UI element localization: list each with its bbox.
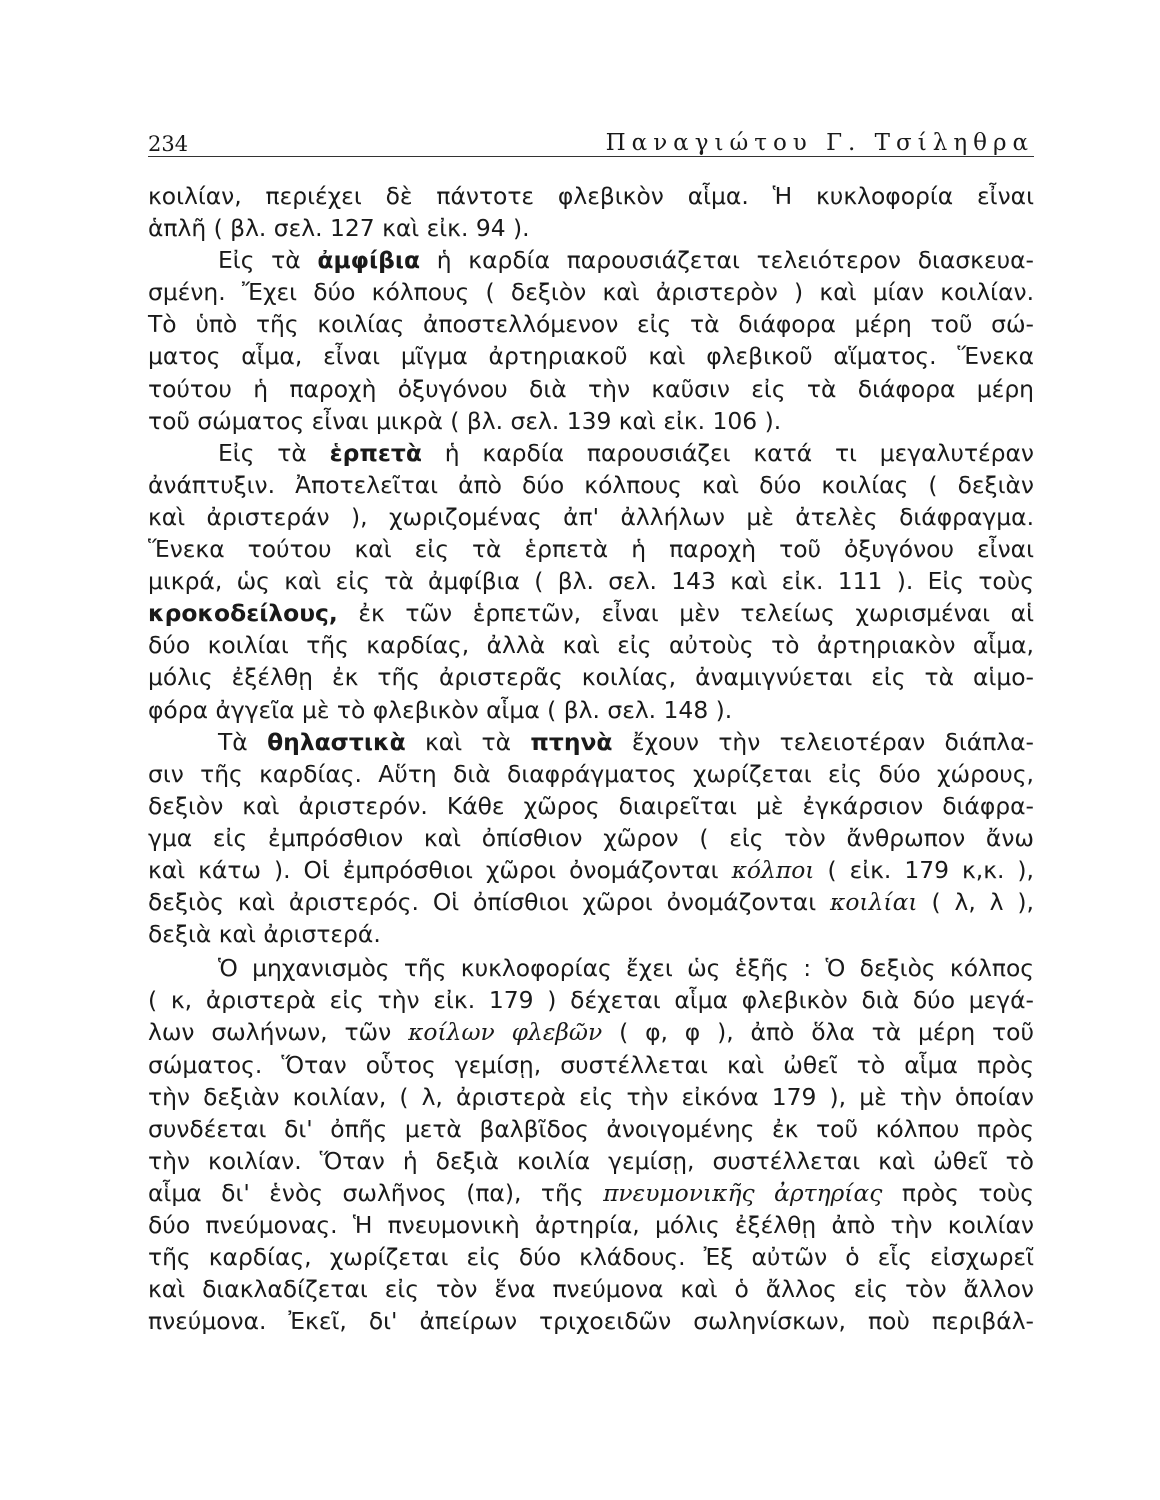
- text-line: δύο πνεύμονας. Ἡ πνευμονικὴ ἀρτηρία, μόλις ἐξέλθῃ ἀπὸ τὴν κοιλίαν: [148, 1211, 1034, 1239]
- text-line: τὴν κοιλίαν. Ὅταν ἡ δεξιὰ κοιλία γεμίσῃ, συστέλλεται καὶ ὠθεῖ τὸ: [148, 1146, 1034, 1175]
- italic-term: κοιλίαι: [830, 888, 918, 917]
- text-line: λων σωλήνων, τῶν κοίλων φλεβῶν ( φ, φ ), ἀπὸ ὅλα τὰ μέρη τοῦ: [148, 1018, 1034, 1047]
- text-line: κροκοδείλους, ἐκ τῶν ἑρπετῶν, εἶναι μὲν τελείως χωρισμέναι αἱ: [148, 599, 1034, 628]
- running-head: Παναγιώτου Γ. Τσίληθρα: [605, 130, 1034, 156]
- text-line: Τὸ ὑπὸ τῆς κοιλίας ἀποστελλόμενον εἰς τὰ διάφορα μέρη τοῦ σώ-: [148, 310, 1034, 339]
- text-line: φόρα ἀγγεῖα μὲ τὸ φλεβικὸν αἷμα ( βλ. σελ. 148 ).: [148, 695, 733, 724]
- text-line: αἷμα δι' ἑνὸς σωλῆνος (πα), τῆς πνευμονικῆς ἀρτηρίας πρὸς τοὺς: [148, 1178, 1035, 1207]
- bold-term: ἀμφίβια: [317, 246, 421, 275]
- text-line: μόλις ἐξέλθῃ ἐκ τῆς ἀριστερᾶς κοιλίας, ἀναμιγνύεται εἰς τὰ αἱμο-: [148, 663, 1034, 692]
- text-line: Εἰς τὰ ἑρπετὰ ἡ καρδία παρουσιάζει κατά τι μεγαλυτέραν: [218, 438, 1034, 467]
- italic-term: κοίλων φλεβῶν: [408, 1018, 603, 1047]
- bold-term: θηλαστικὰ: [267, 727, 406, 756]
- text-line: σμένη. Ἔχει δύο κόλπους ( δεξιὸν καὶ ἀριστερὸν ) καὶ μίαν κοιλίαν.: [148, 278, 1034, 307]
- text-line: γμα εἰς ἐμπρόσθιον καὶ ὀπίσθιον χῶρον ( εἰς τὸν ἄνθρωπον ἄνω: [148, 823, 1034, 852]
- text-line: Ὁ μηχανισμὸς τῆς κυκλοφορίας ἔχει ὡς ἑξῆς : Ὁ δεξιὸς κόλπος: [218, 954, 1034, 983]
- italic-term: κόλποι: [731, 855, 815, 884]
- bold-term: πτηνὰ: [530, 727, 613, 756]
- text-line: ματος αἷμα, εἶναι μῖγμα ἀρτηριακοῦ καὶ φλεβικοῦ αἵματος. Ἕνεκα: [148, 342, 1034, 371]
- text-line: τὴν δεξιὰν κοιλίαν, ( λ, ἀριστερὰ εἰς τὴν εἰκόνα 179 ), μὲ τὴν ὁποίαν: [148, 1082, 1034, 1111]
- italic-term: πνευμονικῆς ἀρτηρίας: [603, 1178, 883, 1207]
- text-line: συνδέεται δι' ὀπῆς μετὰ βαλβῖδος ἀνοιγομένης ἐκ τοῦ κόλπου πρὸς: [148, 1114, 1034, 1143]
- text-line: καὶ κάτω ). Οἱ ἐμπρόσθιοι χῶροι ὀνομάζονται κόλποι ( εἰκ. 179 κ,κ. ),: [148, 855, 1034, 884]
- text-line: σώματος. Ὅταν οὗτος γεμίσῃ, συστέλλεται καὶ ὠθεῖ τὸ αἷμα πρὸς: [148, 1050, 1034, 1079]
- bold-term: κροκοδείλους,: [148, 599, 338, 628]
- text-line: τούτου ἡ παροχὴ ὀξυγόνου διὰ τὴν καῦσιν εἰς τὰ διάφορα μέρη: [148, 374, 1034, 403]
- text-line: καὶ ἀριστεράν ), χωριζομένας ἀπ' ἀλλήλων μὲ ἀτελὲς διάφραγμα.: [148, 502, 1034, 531]
- text-line: τοῦ σώματος εἶναι μικρὰ ( βλ. σελ. 139 καὶ εἰκ. 106 ).: [148, 406, 782, 435]
- text-line: ἁπλῆ ( βλ. σελ. 127 καὶ εἰκ. 94 ).: [148, 214, 530, 243]
- header-rule: [148, 156, 1034, 157]
- text-line: σιν τῆς καρδίας. Αὕτη διὰ διαφράγματος χωρίζεται εἰς δύο χώρους,: [148, 759, 1034, 788]
- text-line: μικρά, ὡς καὶ εἰς τὰ ἀμφίβια ( βλ. σελ. 143 καὶ εἰκ. 111 ). Εἰς τοὺς: [148, 567, 1034, 596]
- text-line: ἀνάπτυξιν. Ἀποτελεῖται ἀπὸ δύο κόλπους καὶ δύο κοιλίας ( δεξιὰν: [148, 470, 1034, 499]
- text-line: Ἕνεκα τούτου καὶ εἰς τὰ ἑρπετὰ ἡ παροχὴ τοῦ ὀξυγόνου εἶναι: [148, 535, 1034, 564]
- text-line: κοιλίαν, περιέχει δὲ πάντοτε φλεβικὸν αἷμα. Ἡ κυκλοφορία εἶναι: [148, 182, 1034, 210]
- page-number: 234: [148, 132, 189, 156]
- text-line: δεξιὸς καὶ ἀριστερός. Οἱ ὀπίσθιοι χῶροι ὀνομάζονται κοιλίαι ( λ, λ ),: [148, 888, 1034, 917]
- text-line: Εἰς τὰ ἀμφίβια ἡ καρδία παρουσιάζεται τελειότερον διασκευα-: [218, 246, 1034, 275]
- page-header: [148, 118, 1034, 158]
- text-line: ( κ, ἀριστερὰ εἰς τὴν εἰκ. 179 ) δέχεται αἷμα φλεβικὸν διὰ δύο μεγά-: [148, 986, 1034, 1015]
- text-line: Τὰ θηλαστικὰ καὶ τὰ πτηνὰ ἔχουν τὴν τελειοτέραν διάπλα-: [218, 727, 1034, 756]
- text-line: καὶ διακλαδίζεται εἰς τὸν ἕνα πνεύμονα καὶ ὁ ἄλλος εἰς τὸν ἄλλον: [148, 1275, 1034, 1304]
- text-line: δεξιὰ καὶ ἀριστερά.: [148, 920, 381, 949]
- text-line: τῆς καρδίας, χωρίζεται εἰς δύο κλάδους. Ἐξ αὐτῶν ὁ εἷς εἰσχωρεῖ: [148, 1243, 1034, 1272]
- body-text: [148, 180, 1034, 1337]
- text-line: δεξιὸν καὶ ἀριστερόν. Κάθε χῶρος διαιρεῖται μὲ ἐγκάρσιον διάφρα-: [148, 791, 1034, 820]
- text-line: δύο κοιλίαι τῆς καρδίας, ἀλλὰ καὶ εἰς αὐτοὺς τὸ ἀρτηριακὸν αἷμα,: [148, 631, 1034, 660]
- bold-term: ἑρπετὰ: [329, 438, 422, 467]
- text-line: πνεύμονα. Ἐκεῖ, δι' ἀπείρων τριχοειδῶν σωληνίσκων, ποὺ περιβάλ-: [148, 1307, 1034, 1336]
